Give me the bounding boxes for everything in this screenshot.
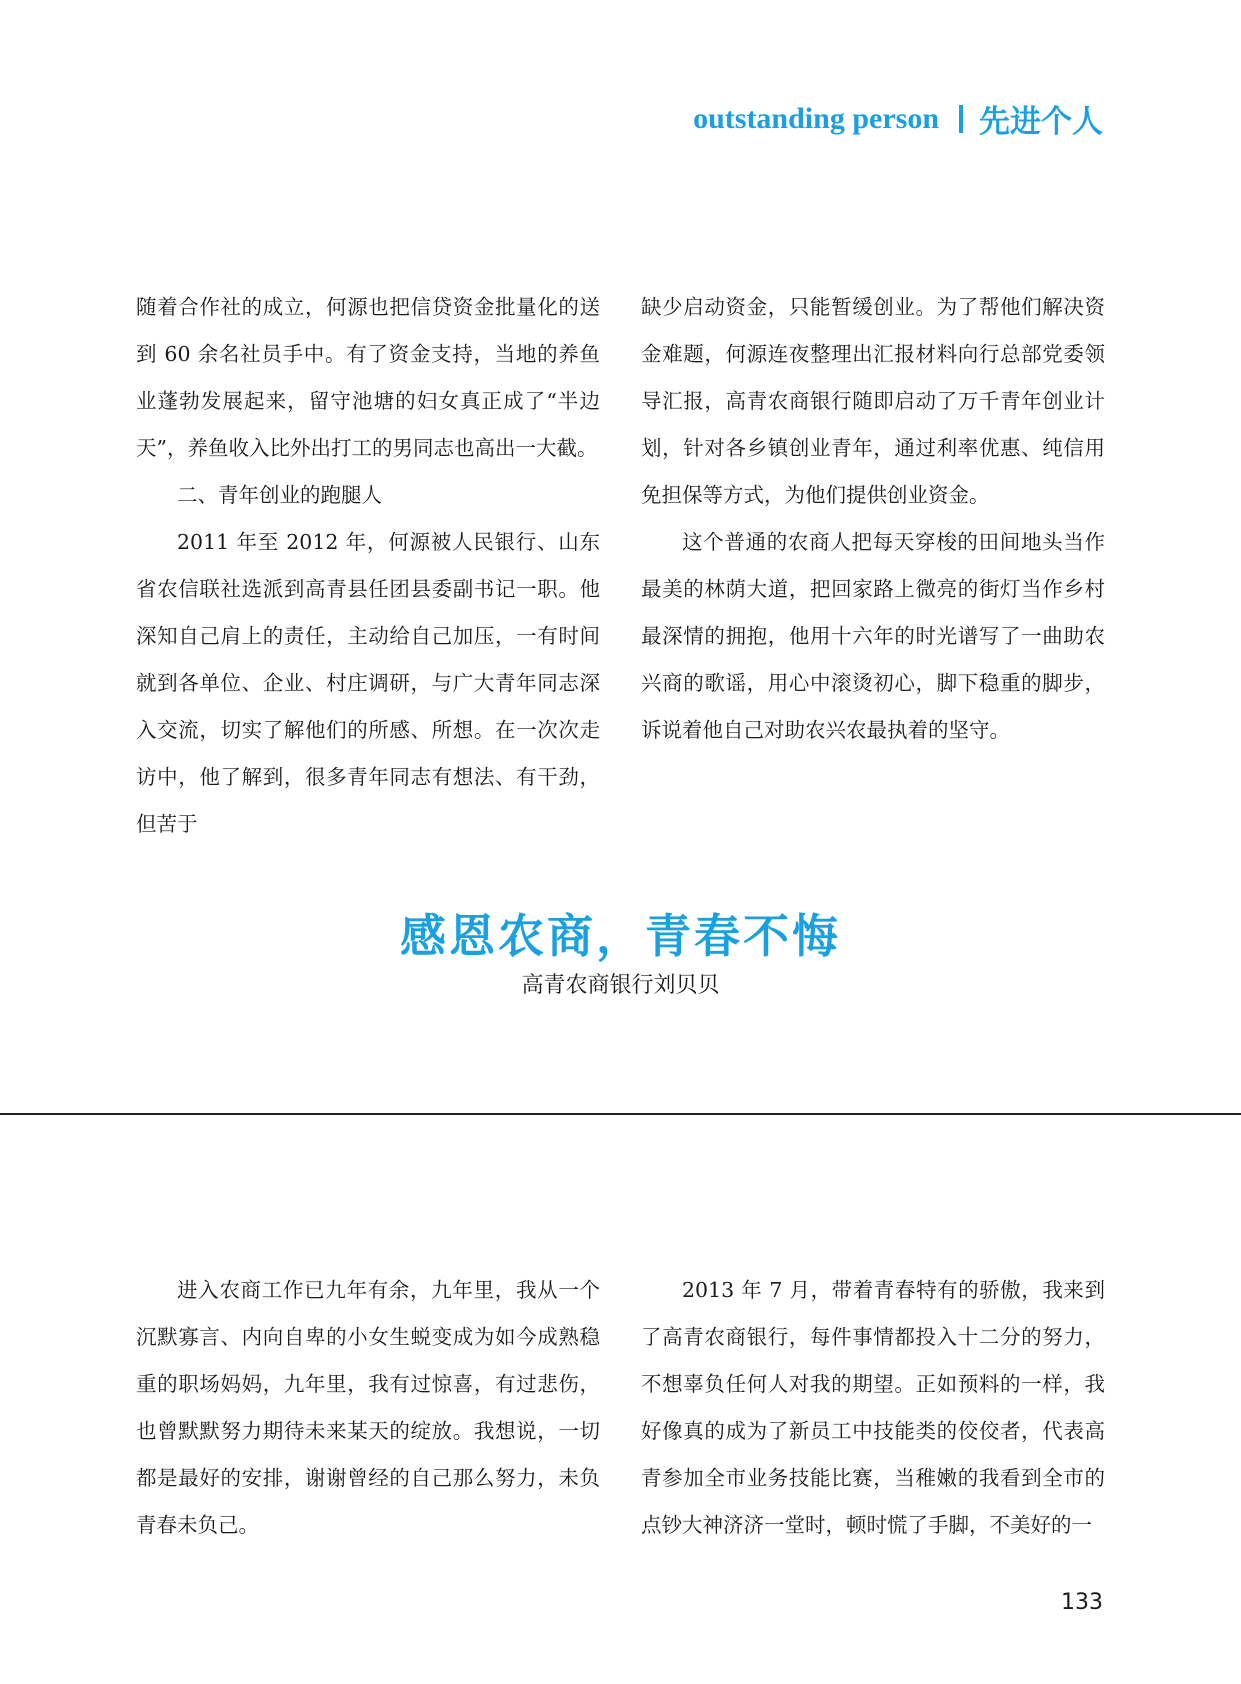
article-title: 感恩农商，青春不悔 <box>400 909 841 963</box>
paragraph: 随着合作社的成立，何源也把信贷资金批量化的送到 60 余名社员手中。有了资金支持，当地的养鱼业蓬勃发展起来，留守池塘的妇女真正成了“半边天”，养鱼收入比外出打工的男同志也高出一大截。 <box>136 295 600 460</box>
paragraph: 2013 年 7 月，带着青春特有的骄傲，我来到了高青农商银行，每件事情都投入十二分的努力，不想辜负任何人对我的期望。正如预料的一样，我好像真的成为了新员工中技能类的佼佼者，代表高青参加全市业务技能比赛，当稚嫩的我看到全市的点钞大神济济一堂时，顿时慌了手脚，不美好的一 <box>641 1278 1105 1537</box>
top-article-left-column <box>136 284 600 848</box>
header-chinese: 先进个人 <box>979 104 1103 140</box>
paragraph: 缺少启动资金，只能暂缓创业。为了帮他们解决资金难题，何源连夜整理出汇报材料向行总部党委领导汇报，高青农商银行随即启动了万千青年创业计划，针对各乡镇创业青年，通过利率优惠、纯信用免担保等方式，为他们提供创业资金。 <box>641 295 1105 507</box>
divider-line <box>0 1113 1241 1115</box>
paragraph: 这个普通的农商人把每天穿梭的田间地头当作最美的林荫大道，把回家路上微亮的街灯当作乡村最深情的拥抱，他用十六年的时光谱写了一曲助农兴商的歌谣，用心中滚烫初心，脚下稳重的脚步，诉说着他自己对助农兴农最执着的坚守。 <box>641 530 1105 742</box>
paragraph: 进入农商工作已九年有余，九年里，我从一个沉默寡言、内向自卑的小女生蜕变成为如今成熟稳重的职场妈妈，九年里，我有过惊喜，有过悲伤，也曾默默努力期待未来某天的绽放。我想说，一切都是最好的安排，谢谢曾经的自己那么努力，未负青春未负己。 <box>136 1278 600 1537</box>
article-left-column <box>136 1267 600 1549</box>
paragraph: 2011 年至 2012 年，何源被人民银行、山东省农信联社选派到高青县任团县委副书记一职。他深知自己肩上的责任，主动给自己加压，一有时间就到各单位、企业、村庄调研，与广大青年同志深入交流，切实了解他们的所感、所想。在一次次走访中，他了解到，很多青年同志有想法、有干劲，但苦于 <box>136 530 600 836</box>
header-english: outstanding person <box>693 101 939 135</box>
article-author: 高青农商银行刘贝贝 <box>521 973 720 998</box>
article-right-column <box>641 1267 1105 1549</box>
running-header <box>693 96 1103 141</box>
section-heading: 二、青年创业的跑腿人 <box>177 483 382 507</box>
header-separator <box>959 105 963 133</box>
top-article-right-column <box>641 284 1105 754</box>
page-number: 133 <box>1061 1590 1103 1615</box>
